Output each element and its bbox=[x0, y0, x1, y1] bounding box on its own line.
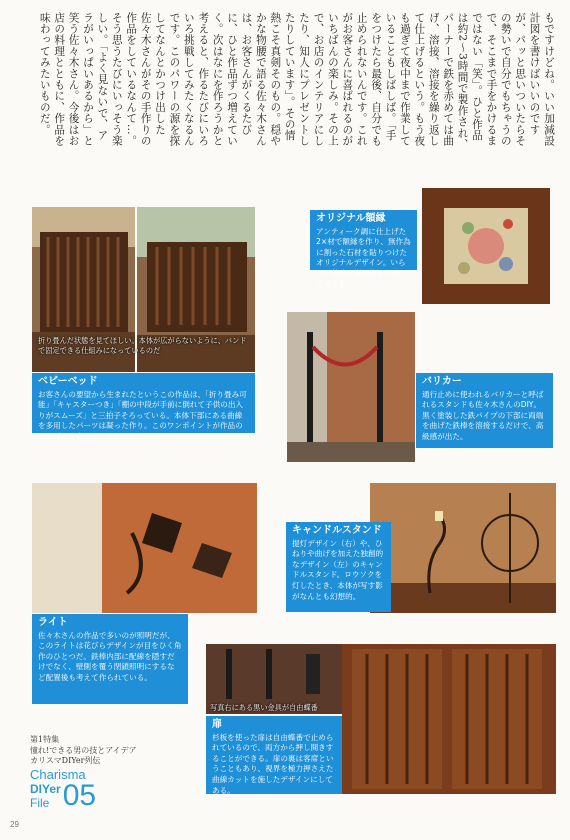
door-illustration bbox=[342, 644, 556, 794]
barricade-text: 通行止めに使われるバリカーと呼ばれるスタンドも佐々木さんのDIY。黒く塗装した鉄パイプの下部に両端を曲げた鉄棒を溶接するだけで、高級感が出た。 bbox=[422, 389, 544, 441]
frame-caption-box bbox=[310, 210, 417, 289]
brand-number: 05 bbox=[62, 778, 97, 812]
barricade-illustration bbox=[287, 312, 415, 462]
frame-text: アンティーク調に仕上げた2×材で額縁を作り、無作為に割った石材を貼りつけたオリジナルデザイン。いらない茶碗や瀬戸物をいかしてみてもいい。 bbox=[316, 226, 411, 289]
candle-illustration bbox=[370, 483, 556, 613]
door-caption-box bbox=[206, 716, 342, 794]
page-number: 29 bbox=[10, 820, 19, 829]
barricade-caption-box bbox=[416, 373, 553, 448]
frame-photo bbox=[416, 180, 556, 310]
light-text: 佐々木さんの作品で多いのが照明だが、このライトは花びらデザインが目をひく角作のひとつだ。鉄棒内部に配線を隠すだけでなく、壁側を覆う閉鎖照明にするなど配置後も考えて作られている。 bbox=[38, 630, 182, 682]
light-photo bbox=[32, 483, 257, 613]
barricade-title: バリカー bbox=[422, 376, 462, 387]
light-title: ライト bbox=[38, 617, 68, 628]
feature-line: 第1特集 bbox=[30, 735, 60, 744]
door-hardware-caption: 写真右にある黒い金具が自由蝶番 bbox=[210, 703, 318, 712]
candle-title: キャンドルスタンド bbox=[292, 525, 382, 536]
brand-diyer-file bbox=[30, 782, 61, 810]
baby-bed-photo-caption: 折り畳んだ状態を見てほしい。本体が広がらないように、バンドで固定できる仕組みになっているのだ bbox=[38, 336, 247, 355]
series-footer bbox=[30, 735, 180, 810]
brand-file: File bbox=[30, 795, 50, 810]
feature-subtitle-2: カリスマDIYer列伝 bbox=[30, 756, 101, 765]
frame-illustration bbox=[416, 180, 556, 310]
door-text: 杉板を使った扉は自由蝶番で止められているので、両方から押し開きすることができる。扉の裏は客席ということもあり、視界を極力押さえた曲線カットを施したデザインにしてある。 bbox=[212, 732, 334, 795]
brand-diyer: DIYer bbox=[30, 781, 61, 796]
baby-bed-caption-box bbox=[32, 373, 255, 441]
candle-caption-box bbox=[286, 522, 391, 612]
door-title: 扉 bbox=[212, 719, 222, 730]
article-body-text: もですけどね。いい加減設計図を書けばいいのですが、パッと思いついたらその勢いで自分でもちゃうので、そこまで手をかけるまではない「笑」。ひと作品は約2～3時間で製作され、パーナーで鉄を赤めては曲げ、溶接、溶接を繰り返して仕上げるという。もう夜も過ぎて夜中まで作業していることもしばしば。「手をつけたら最後、自分でも止められないんです。これがお客さんに喜ばれるのがいちばんの楽しみ。その上で、お店のインテリアにしたり、知人にプレゼントしたりしています」。その情熱こそ真剣そのもの。穏やかな物腰で語る佐々木さんは、お客さんがくるたびに、ひと作品ずつ増えていく。次はなにを作ろうかと考えると、作るたびにいろいろ挑戦してみたくなるんです。このパワーの源を探してなんとかつけ出した佐々木さんがその手作りの作品をしているなんて…。そう思うたびにいっそう楽しい。「よく見ないで、アラがいっぱいあるから」と笑う佐々木さん。今後はお店の料理とともに、作品を味わってみたいものだ。 bbox=[38, 12, 555, 150]
frame-title: オリジナル額縁 bbox=[316, 213, 386, 224]
barricade-photo bbox=[287, 312, 415, 462]
baby-bed-text: お客さんの要望から生まれたというこの作品は、「折り畳み可能」「キャスターつき」「棚の中段が手前に倒れて子供の出入りがスムーズ」と三拍子そろっている。本体下部にある曲線を多用したパーツは凝った作り。このワンポイントが作品のできばえを高めているわけだ。 bbox=[38, 389, 247, 441]
light-illustration bbox=[32, 483, 257, 613]
feature-subtitle-1: 憧れ!できる男の技とアイデア bbox=[30, 745, 137, 755]
candle-text: 提灯デザイン（右）や、ひねりや曲げを加えた独創的なデザイン（左）のキャンドルスタンド。ロウソクを灯したとき、本体が写す影がなんとも幻想的。 bbox=[292, 538, 384, 601]
baby-bed-title: ベビーベッド bbox=[38, 376, 98, 387]
light-caption-box bbox=[32, 614, 188, 704]
candle-photo bbox=[370, 483, 556, 613]
door-photo bbox=[342, 644, 556, 794]
brand-charisma: Charisma bbox=[30, 766, 86, 782]
brand-row bbox=[30, 778, 180, 812]
